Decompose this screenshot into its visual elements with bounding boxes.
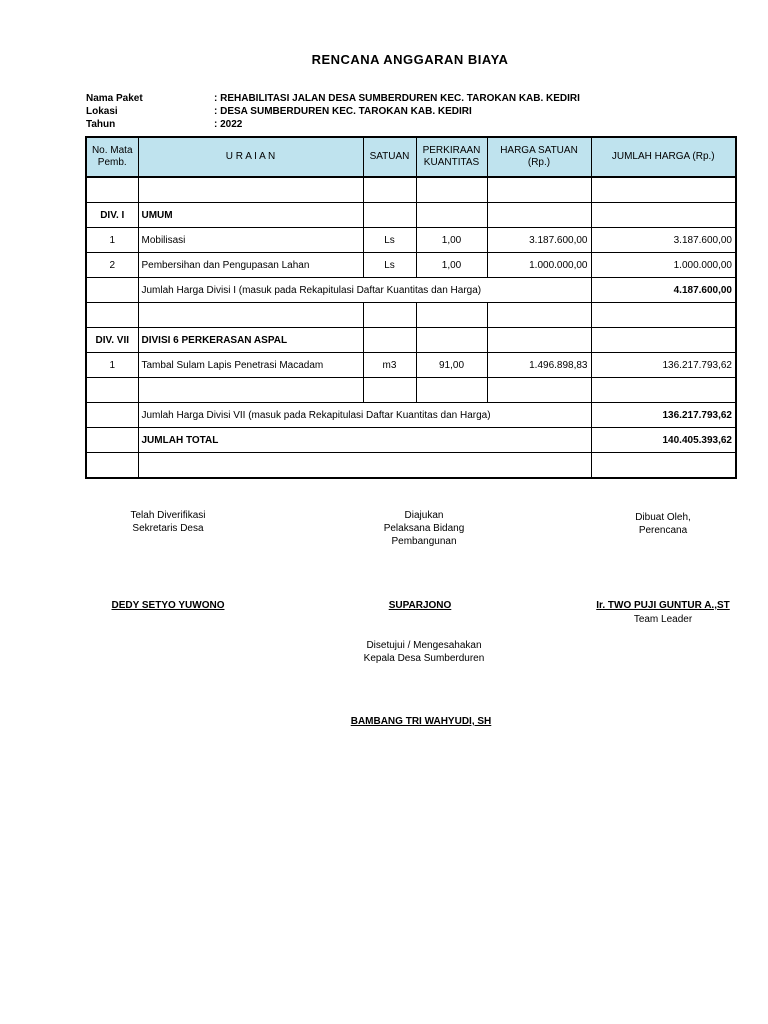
table-row bbox=[86, 228, 736, 253]
signature-text: Telah Diverifikasi bbox=[130, 510, 206, 521]
signature-right-name: Ir. TWO PUJI GUNTUR A.,ST bbox=[596, 600, 730, 611]
info-key: Tahun bbox=[86, 119, 116, 130]
table-row bbox=[86, 253, 736, 278]
signature-text: Pelaksana Bidang bbox=[383, 523, 465, 534]
signature-text: Sekretaris Desa bbox=[132, 523, 204, 534]
total-label: JUMLAH TOTAL bbox=[138, 428, 591, 453]
table-row bbox=[86, 353, 736, 378]
item-qty: 1,00 bbox=[416, 253, 487, 278]
item-no: 1 bbox=[86, 228, 138, 253]
item-satuan: Ls bbox=[363, 228, 416, 253]
document-title: RENCANA ANGGARAN BIAYA bbox=[311, 52, 509, 67]
subtotal-label: Jumlah Harga Divisi VII (masuk pada Rekapitulasi Daftar Kuantitas dan Harga) bbox=[138, 403, 591, 428]
signature-text: Kepala Desa Sumberduren bbox=[363, 653, 485, 664]
info-row-tahun bbox=[86, 118, 580, 131]
header-jumlah-harga: JUMLAH HARGA (Rp.) bbox=[591, 137, 736, 177]
item-uraian: Mobilisasi bbox=[138, 228, 363, 253]
table-row-empty bbox=[86, 177, 736, 203]
item-satuan: m3 bbox=[363, 353, 416, 378]
subtotal-row bbox=[86, 278, 736, 303]
item-qty: 91,00 bbox=[416, 353, 487, 378]
header-kuantitas: PERKIRAAN KUANTITAS bbox=[416, 137, 487, 177]
signature-left-name: DEDY SETYO YUWONO bbox=[111, 600, 225, 611]
header-satuan: SATUAN bbox=[363, 137, 416, 177]
table-header-row bbox=[86, 137, 736, 177]
info-value: : 2022 bbox=[214, 119, 243, 130]
signature-text: Pembangunan bbox=[391, 536, 457, 547]
total-row bbox=[86, 428, 736, 453]
header-uraian: U R A I A N bbox=[138, 137, 363, 177]
item-no: 1 bbox=[86, 353, 138, 378]
signature-right-role: Team Leader bbox=[633, 614, 693, 625]
item-uraian: Pembersihan dan Pengupasan Lahan bbox=[138, 253, 363, 278]
table-row-empty bbox=[86, 453, 736, 479]
signature-middle bbox=[352, 509, 496, 548]
division-name: DIVISI 6 PERKERASAN ASPAL bbox=[138, 328, 363, 353]
info-value: : DESA SUMBERDUREN KEC. TAROKAN KAB. KEDIRI bbox=[214, 106, 472, 117]
info-value: : REHABILITASI JALAN DESA SUMBERDUREN KEC. TAROKAN KAB. KEDIRI bbox=[214, 93, 580, 104]
table-row-empty bbox=[86, 378, 736, 403]
subtotal-row bbox=[86, 403, 736, 428]
item-jumlah: 136.217.793,62 bbox=[591, 353, 736, 378]
header-harga-satuan: HARGA SATUAN (Rp.) bbox=[487, 137, 591, 177]
item-qty: 1,00 bbox=[416, 228, 487, 253]
division-name: UMUM bbox=[138, 203, 363, 228]
division-no: DIV. VII bbox=[86, 328, 138, 353]
info-row-lokasi bbox=[86, 105, 580, 118]
table-row-empty bbox=[86, 303, 736, 328]
subtotal-value: 4.187.600,00 bbox=[591, 278, 736, 303]
info-key: Lokasi bbox=[86, 106, 118, 117]
subtotal-label: Jumlah Harga Divisi I (masuk pada Rekapitulasi Daftar Kuantitas dan Harga) bbox=[138, 278, 591, 303]
subtotal-value: 136.217.793,62 bbox=[591, 403, 736, 428]
signature-text: Disetujui / Mengesahakan bbox=[366, 640, 482, 651]
item-jumlah: 3.187.600,00 bbox=[591, 228, 736, 253]
signature-bottom bbox=[344, 639, 504, 665]
item-jumlah: 1.000.000,00 bbox=[591, 253, 736, 278]
info-row-nama-paket bbox=[86, 92, 580, 105]
header-no: No. Mata Pemb. bbox=[86, 137, 138, 177]
item-satuan: Ls bbox=[363, 253, 416, 278]
budget-table bbox=[85, 136, 737, 479]
division-row bbox=[86, 328, 736, 353]
info-key: Nama Paket bbox=[86, 93, 143, 104]
division-row bbox=[86, 203, 736, 228]
item-harga: 1.496.898,83 bbox=[487, 353, 591, 378]
signature-middle-name: SUPARJONO bbox=[388, 600, 452, 611]
item-no: 2 bbox=[86, 253, 138, 278]
signature-text: Diajukan bbox=[404, 510, 444, 521]
signature-bottom-name: BAMBANG TRI WAHYUDI, SH bbox=[350, 716, 492, 727]
total-value: 140.405.393,62 bbox=[591, 428, 736, 453]
project-info bbox=[86, 92, 580, 131]
item-harga: 1.000.000,00 bbox=[487, 253, 591, 278]
signature-text: Dibuat Oleh, bbox=[635, 512, 691, 523]
signature-right bbox=[600, 511, 726, 537]
signature-text: Perencana bbox=[638, 525, 688, 536]
item-uraian: Tambal Sulam Lapis Penetrasi Macadam bbox=[138, 353, 363, 378]
item-harga: 3.187.600,00 bbox=[487, 228, 591, 253]
signature-left bbox=[100, 509, 236, 535]
division-no: DIV. I bbox=[86, 203, 138, 228]
